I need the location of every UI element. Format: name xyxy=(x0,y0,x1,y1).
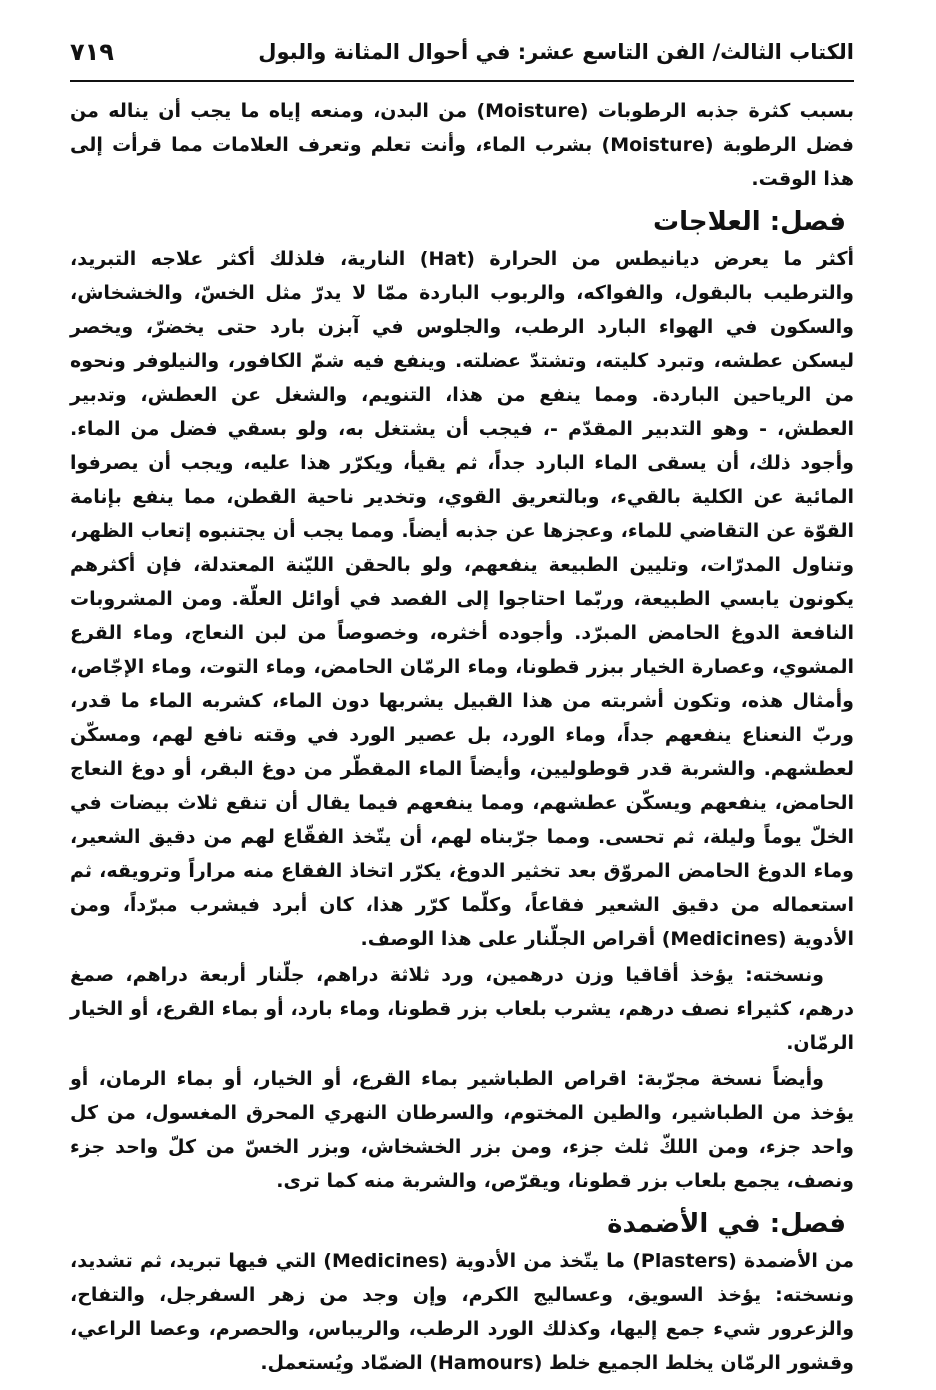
running-header xyxy=(70,30,854,82)
running-title: الكتاب الثالث/ الفن التاسع عشر: في أحوال المثانة والبول xyxy=(258,40,854,64)
paragraph-continuation: بسبب كثرة جذبه الرطوبات (Moisture) من البدن، ومنعه إياه ما يجب أن يناله من فضل الرطوبة (Moisture) بشرب الماء، وأنت تعلم وتعرف العلامات مما قرأت إلى هذا الوقت. xyxy=(70,100,854,190)
paragraph-plasters: من الأضمدة (Plasters) ما يتّخذ من الأدوية (Medicines) التي فيها تبريد، ثم تشديد، ونسخته: يؤخذ السويق، وعساليج الكرم، وإن وجد من زهر السفرجل، والتفاح، والزعرور شيء جمع إليها، وكذلك الورد الرطب، والريباس، والحصرم، وعصا الراعي، وقشور الرمّان يخلط الجميع خلط (Hamours) الضمّاد ويُستعمل. xyxy=(70,1250,854,1374)
section-heading-plasters: فصل: في الأضمدة xyxy=(607,1209,846,1239)
book-page xyxy=(70,30,855,1374)
paragraph-recipe: ونسخته: يؤخذ أقاقيا وزن درهمين، ورد ثلاثة دراهم، جلّنار أربعة دراهم، صمغ درهم، كثيراء نصف درهم، يشرب بلعاب بزر قطونا، وماء بارد، أو بماء القرع، أو الخيار الرمّان. xyxy=(70,964,854,1054)
paragraph-tested-recipe: وأيضاً نسخة مجرّبة: اقراص الطباشير بماء القرع، أو الخيار، أو بماء الرمان، أو يؤخذ من الطباشير، والطين المختوم، والسرطان النهري المحرق المغسول، من كل واحد جزء، ومن اللكّ ثلث جزء، ومن بزر الخشخاش، وبزر الخسّ من كلّ واحد جزء ونصف، يجمع بلعاب بزر قطونا، ويقرّص، والشربة منه كما ترى. xyxy=(70,1068,854,1192)
section-heading-treatments: فصل: العلاجات xyxy=(652,207,846,237)
paragraph-treatments: أكثر ما يعرض ديانيطس من الحرارة (Hat) النارية، فلذلك أكثر علاجه التبريد، والترطيب بالبقول، والفواكه، والربوب الباردة ممّا لا يدرّ مثل الخسّ، والخشخاش، والسكون في الهواء البارد الرطب، والجلوس في آبزن بارد حتى يخضرّ، ويخصر ليسكن عطشه، وتبرد كليته، وتشتدّ عضلته. وينفع فيه شمّ الكافور، والنيلوفر ونحوه من الرياحين الباردة. ومما ينفع من هذا، التنويم، والشغل عن العطش، وتدبير العطش، - وهو التدبير المقدّم -، فيجب أن يشتغل به، ولو بسقي فضل من الماء. وأجود ذلك، أن يسقى الماء البارد جداً، ثم يقيأ، ويكرّر هذا عليه، ويجب أن يصرفوا المائية عن الكلية بالقيء، وبالتعريق القوي، وتخدير ناحية القطن، مما ينفع بإنامة القوّة عن التقاضي للماء، وعجزها عن جذبه أيضاً. ومما يجب أن يجتنبوه إتعاب الظهر، وتناول المدرّات، وتليين الطبيعة ينفعهم، ولو بالحقن الليّنة المعتدلة، فإن أكثرهم يكونون يابسي الطبيعة، وربّما احتاجوا إلى الفصد في أوائل العلّة. ومن المشروبات النافعة الدوغ الحامض المبرّد. وأجوده أخثره، وخصوصاً من لبن النعاج، وماء القرع المشوي، وعصارة الخيار ببزر قطونا، وماء الرمّان الحامض، وماء التوت، وماء الإجّاص، وأمثال هذه، وتكون أشربته من هذا القبيل يشربها دون الماء، كشربه الماء ما قدر، وربّ النعناع ينفعهم جداً، وماء الورد، بل عصير الورد في وقته نافع لهم، ومسكّن لعطشهم. والشربة قدر قوطوليين، وأيضاً الماء المقطّر من دوغ البقر، أو دوغ النعاج الحامض، ينفعهم ويسكّن عطشهم، ومما ينفعهم فيما يقال أن تنقع ثلاث بيضات في الخلّ يوماً وليلة، ثم تحسى. ومما جرّبناه لهم، أن يتّخذ الفقّاع لهم من دقيق الشعير، وماء الدوغ الحامض المروّق بعد تخثير الدوغ، يكرّر اتخاذ الفقاع منه مراراً وترويقه، ثم استعماله من دقيق الشعير فقاعاً، وكلّما كرّر هذا، كان أبرد فيشرب مبرّداً، ومن الأدوية (Medicines) أقراص الجلّنار على هذا الوصف. xyxy=(70,248,855,950)
page-number: ٧١٩ xyxy=(70,38,114,66)
body-text xyxy=(70,94,854,1380)
